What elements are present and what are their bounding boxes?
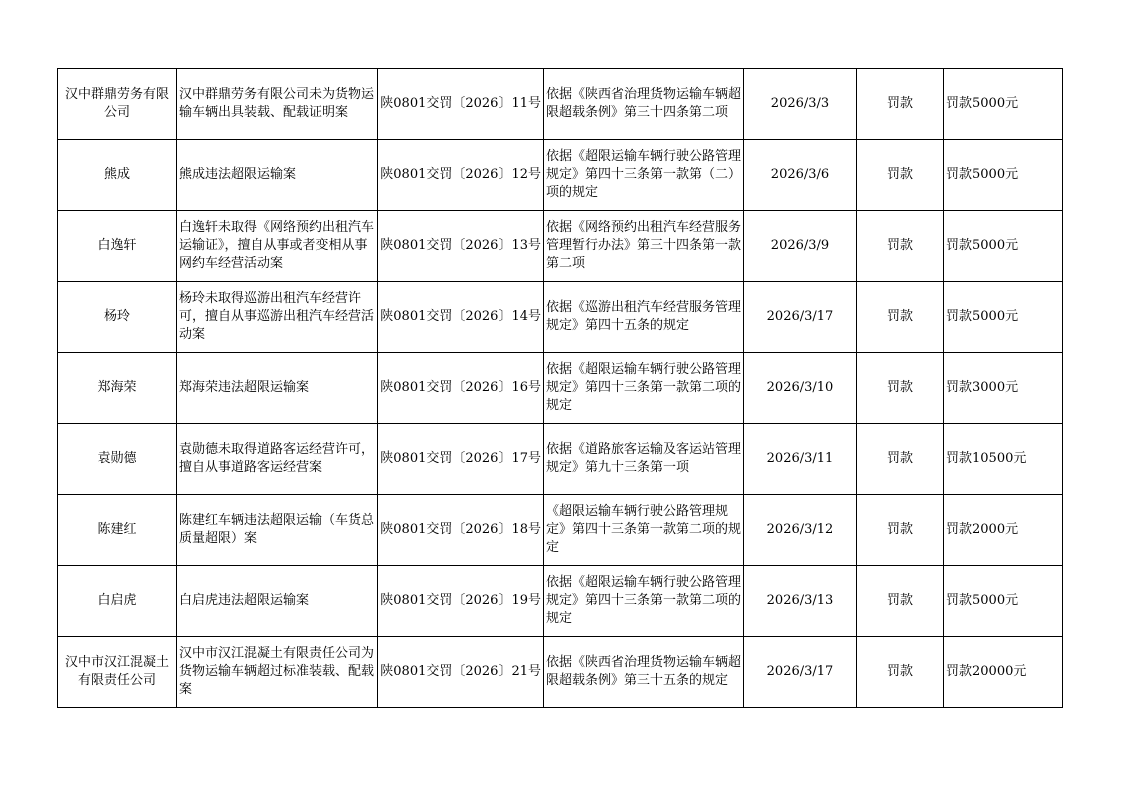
case-name-cell: 陈建红车辆违法超限运输（车货总质量超限）案 [177, 495, 378, 566]
penalty-type-cell: 罚款 [857, 495, 944, 566]
decision-date-cell: 2026/3/10 [744, 353, 857, 424]
penalty-type-cell: 罚款 [857, 353, 944, 424]
decision-date-cell: 2026/3/13 [744, 566, 857, 637]
decision-date-cell: 2026/3/11 [744, 424, 857, 495]
legal-basis-cell: 依据《道路旅客运输及客运站管理规定》第九十三条第一项 [544, 424, 744, 495]
case-name-cell: 白逸轩未取得《网络预约出租汽车运输证》，擅自从事或者变相从事网约车经营活动案 [177, 211, 378, 282]
party-name-cell: 汉中群鼎劳务有限公司 [58, 69, 177, 140]
table-row [58, 353, 1063, 424]
penalty-result-cell: 罚款10500元 [944, 424, 1063, 495]
legal-basis-cell: 依据《超限运输车辆行驶公路管理规定》第四十三条第一款第二项的规定 [544, 566, 744, 637]
penalty-result-cell: 罚款3000元 [944, 353, 1063, 424]
legal-basis-cell: 《超限运输车辆行驶公路管理规定》第四十三条第一款第二项的规定 [544, 495, 744, 566]
penalty-table-body [58, 69, 1063, 708]
penalty-result-cell: 罚款5000元 [944, 140, 1063, 211]
case-name-cell: 郑海荣违法超限运输案 [177, 353, 378, 424]
penalty-result-cell: 罚款5000元 [944, 211, 1063, 282]
penalty-type-cell: 罚款 [857, 424, 944, 495]
decision-date-cell: 2026/3/17 [744, 282, 857, 353]
table-row [58, 637, 1063, 708]
penalty-type-cell: 罚款 [857, 211, 944, 282]
case-name-cell: 汉中市汉江混凝土有限责任公司为货物运输车辆超过标准装载、配载案 [177, 637, 378, 708]
penalty-result-cell: 罚款5000元 [944, 69, 1063, 140]
legal-basis-cell: 依据《网络预约出租汽车经营服务管理暂行办法》第三十四条第一款第二项 [544, 211, 744, 282]
penalty-table-sheet [57, 68, 1063, 708]
document-number-cell: 陕0801交罚〔2026〕16号 [378, 353, 544, 424]
table-row [58, 211, 1063, 282]
penalty-type-cell: 罚款 [857, 69, 944, 140]
table-row [58, 282, 1063, 353]
decision-date-cell: 2026/3/9 [744, 211, 857, 282]
party-name-cell: 白启虎 [58, 566, 177, 637]
decision-date-cell: 2026/3/3 [744, 69, 857, 140]
table-row [58, 140, 1063, 211]
penalty-type-cell: 罚款 [857, 140, 944, 211]
document-number-cell: 陕0801交罚〔2026〕18号 [378, 495, 544, 566]
decision-date-cell: 2026/3/6 [744, 140, 857, 211]
party-name-cell: 杨玲 [58, 282, 177, 353]
penalty-type-cell: 罚款 [857, 637, 944, 708]
penalty-result-cell: 罚款2000元 [944, 495, 1063, 566]
party-name-cell: 白逸轩 [58, 211, 177, 282]
case-name-cell: 杨玲未取得巡游出租汽车经营许可，擅自从事巡游出租汽车经营活动案 [177, 282, 378, 353]
party-name-cell: 郑海荣 [58, 353, 177, 424]
table-row [58, 69, 1063, 140]
penalty-type-cell: 罚款 [857, 282, 944, 353]
party-name-cell: 陈建红 [58, 495, 177, 566]
legal-basis-cell: 依据《超限运输车辆行驶公路管理规定》第四十三条第一款第（二）项的规定 [544, 140, 744, 211]
party-name-cell: 熊成 [58, 140, 177, 211]
document-number-cell: 陕0801交罚〔2026〕19号 [378, 566, 544, 637]
party-name-cell: 袁勋德 [58, 424, 177, 495]
document-number-cell: 陕0801交罚〔2026〕13号 [378, 211, 544, 282]
legal-basis-cell: 依据《巡游出租汽车经营服务管理规定》第四十五条的规定 [544, 282, 744, 353]
table-row [58, 566, 1063, 637]
penalty-type-cell: 罚款 [857, 566, 944, 637]
party-name-cell: 汉中市汉江混凝土有限责任公司 [58, 637, 177, 708]
document-number-cell: 陕0801交罚〔2026〕17号 [378, 424, 544, 495]
document-number-cell: 陕0801交罚〔2026〕11号 [378, 69, 544, 140]
penalty-result-cell: 罚款5000元 [944, 566, 1063, 637]
decision-date-cell: 2026/3/12 [744, 495, 857, 566]
penalty-result-cell: 罚款5000元 [944, 282, 1063, 353]
case-name-cell: 白启虎违法超限运输案 [177, 566, 378, 637]
legal-basis-cell: 依据《陕西省治理货物运输车辆超限超载条例》第三十五条的规定 [544, 637, 744, 708]
table-row [58, 495, 1063, 566]
document-number-cell: 陕0801交罚〔2026〕12号 [378, 140, 544, 211]
penalty-table [57, 68, 1063, 708]
document-number-cell: 陕0801交罚〔2026〕21号 [378, 637, 544, 708]
case-name-cell: 熊成违法超限运输案 [177, 140, 378, 211]
decision-date-cell: 2026/3/17 [744, 637, 857, 708]
legal-basis-cell: 依据《陕西省治理货物运输车辆超限超载条例》第三十四条第二项 [544, 69, 744, 140]
legal-basis-cell: 依据《超限运输车辆行驶公路管理规定》第四十三条第一款第二项的规定 [544, 353, 744, 424]
case-name-cell: 袁勋德未取得道路客运经营许可，擅自从事道路客运经营案 [177, 424, 378, 495]
case-name-cell: 汉中群鼎劳务有限公司未为货物运输车辆出具装载、配载证明案 [177, 69, 378, 140]
penalty-result-cell: 罚款20000元 [944, 637, 1063, 708]
table-row [58, 424, 1063, 495]
document-number-cell: 陕0801交罚〔2026〕14号 [378, 282, 544, 353]
